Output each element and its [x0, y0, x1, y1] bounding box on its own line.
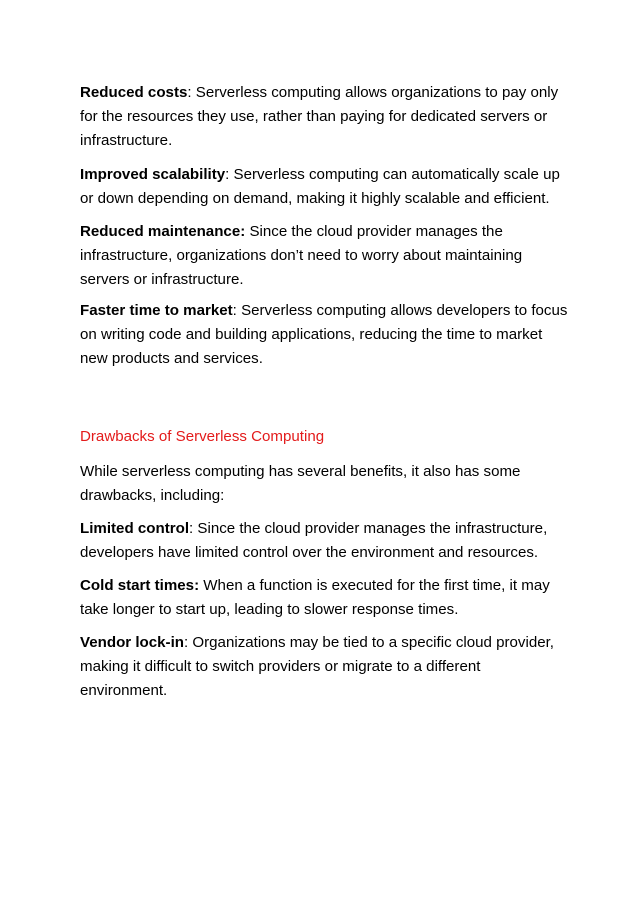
benefit-text: Since the cloud provider manages the infrastructure, organizations don’t need to worry about maintaining servers or infrastructure. — [80, 223, 523, 289]
benefit-term: Faster time to market — [80, 302, 233, 319]
drawback-term: Limited control — [80, 520, 190, 537]
drawback-term: Vendor lock-in — [80, 634, 184, 651]
benefit-text: Serverless computing allows organizations to pay only for the resources they use, rather than paying for dedicated servers or infrastructure. — [80, 84, 559, 150]
benefit-separator: : — [232, 302, 242, 319]
benefit-separator: : — [225, 166, 234, 183]
drawback-cold-start-times — [80, 574, 570, 622]
benefit-term: Improved scalability — [80, 166, 226, 183]
benefit-text: Serverless computing can automatically scale up or down depending on demand, making it highly scalable and efficient. — [80, 166, 560, 208]
drawback-text: Since the cloud provider manages the infrastructure, developers have limited control over the environment and resources. — [80, 520, 548, 562]
benefit-reduced-costs — [80, 81, 570, 154]
benefit-improved-scalability — [80, 163, 570, 211]
drawback-separator: : — [184, 634, 193, 651]
benefit-term: Reduced costs — [80, 84, 188, 101]
drawback-text: Organizations may be tied to a specific cloud provider, making it difficult to switch providers or migrate to a different environment. — [80, 634, 554, 700]
benefit-faster-time-to-market — [80, 299, 570, 372]
benefit-separator: : — [187, 84, 196, 101]
benefit-text: Serverless computing allows developers to focus on writing code and building applications, reducing the time to market new products and services. — [80, 302, 568, 368]
drawbacks-heading: Drawbacks of Serverless Computing — [80, 428, 325, 445]
benefit-term: Reduced maintenance: — [80, 223, 246, 240]
drawbacks-intro: While serverless computing has several benefits, it also has some drawbacks, including: — [80, 463, 521, 505]
drawback-limited-control — [80, 517, 570, 565]
drawback-vendor-lock-in — [80, 631, 570, 704]
drawback-separator: : — [189, 520, 198, 537]
benefit-reduced-maintenance — [80, 220, 570, 293]
drawback-text: When a function is executed for the first time, it may take longer to start up, leading to slower response times. — [80, 577, 550, 619]
drawback-term: Cold start times: — [80, 577, 200, 594]
